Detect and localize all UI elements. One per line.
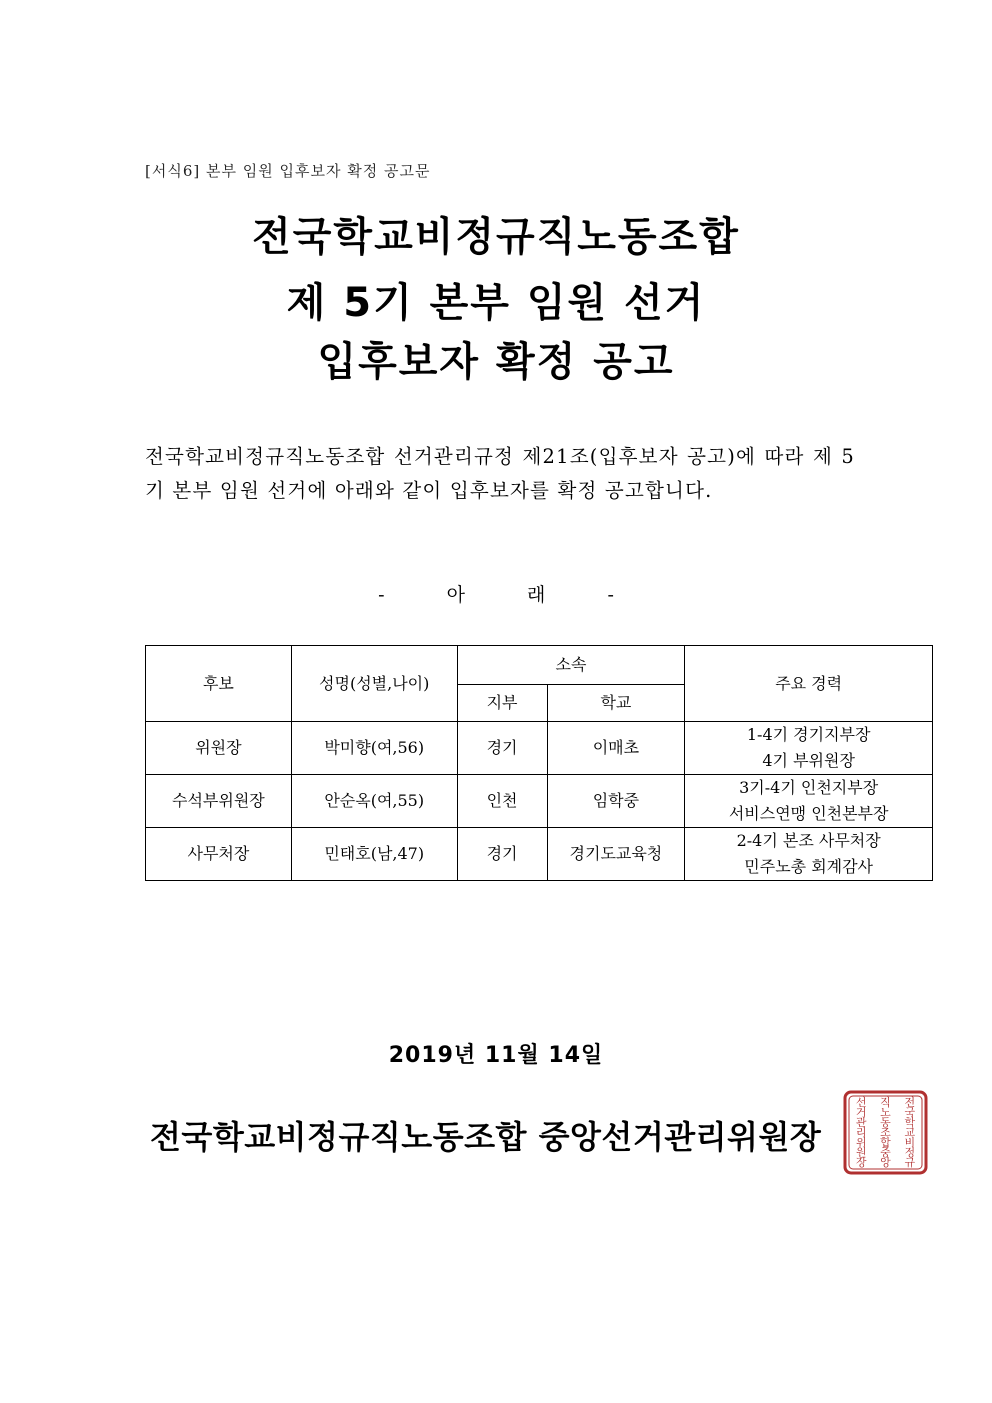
cell-branch: 경기 <box>457 722 547 775</box>
seal-glyph: 동 <box>880 1116 891 1129</box>
header-candidate: 후보 <box>146 646 292 722</box>
career-line: 1-4기 경기지부장 <box>746 725 871 744</box>
cell-name: 민태호(남,47) <box>291 828 457 881</box>
seal-glyph: 거 <box>855 1106 867 1119</box>
seal-glyph: 합 <box>880 1136 891 1149</box>
seal-glyph: 리 <box>855 1126 867 1139</box>
career-line: 서비스연맹 인천본부장 <box>728 804 889 823</box>
header-name: 성명(성별,나이) <box>291 646 457 722</box>
cell-branch: 경기 <box>457 828 547 881</box>
seal-glyph: 비 <box>904 1136 916 1149</box>
cell-school: 임학중 <box>547 775 685 828</box>
seal-glyph: 학 <box>904 1116 916 1129</box>
issuer-name: 전국학교비정규직노동조합 중앙선거관리위원장 <box>150 1118 822 1156</box>
below-dash-left: - <box>378 584 385 606</box>
career-line: 4기 부위원장 <box>762 751 855 770</box>
seal-glyph: 조 <box>880 1126 891 1139</box>
seal-glyph: 규 <box>904 1156 916 1169</box>
seal-glyph: 앙 <box>880 1156 891 1169</box>
cell-position: 위원장 <box>146 722 292 775</box>
cell-school: 이매초 <box>547 722 685 775</box>
table-row <box>146 722 933 775</box>
seal-glyph: 국 <box>904 1106 916 1119</box>
form-label: [서식6] 본부 임원 입후보자 확정 공고문 <box>145 162 431 180</box>
header-school: 학교 <box>547 685 685 722</box>
table-row <box>146 775 933 828</box>
cell-career <box>685 775 933 828</box>
header-branch: 지부 <box>457 685 547 722</box>
career-line: 3기-4기 인천지부장 <box>739 778 879 797</box>
cell-career <box>685 828 933 881</box>
seal-glyph: 전 <box>904 1096 916 1109</box>
title-line-2: 제 5기 본부 임원 선거 <box>286 280 706 326</box>
seal-glyph: 중 <box>880 1146 891 1159</box>
seal-glyph: 장 <box>855 1156 867 1169</box>
intro-paragraph: 전국학교비정규직노동조합 선거관리규정 제21조(입후보자 공고)에 따라 제 5기 본부 임원 선거에 아래와 같이 입후보자를 확정 공고합니다. <box>145 445 855 502</box>
below-char-rae: 래 <box>527 584 546 606</box>
career-line: 민주노총 회계감사 <box>744 857 874 876</box>
career-line: 2-4기 본조 사무처장 <box>736 831 881 850</box>
cell-position: 수석부위원장 <box>146 775 292 828</box>
cell-position: 사무처장 <box>146 828 292 881</box>
seal-glyph: 위 <box>855 1136 867 1149</box>
cell-name: 안순옥(여,55) <box>291 775 457 828</box>
table-row <box>146 828 933 881</box>
seal-stamp-icon <box>843 1090 928 1175</box>
below-dash-right: - <box>607 584 614 606</box>
title-line-1: 전국학교비정규직노동조합 <box>252 214 740 260</box>
cell-career <box>685 722 933 775</box>
seal-glyph: 원 <box>855 1146 867 1159</box>
candidate-table <box>145 645 933 881</box>
cell-school: 경기도교육청 <box>547 828 685 881</box>
title-line-3: 입후보자 확정 공고 <box>317 339 675 385</box>
announcement-date: 2019년 11월 14일 <box>388 1043 604 1068</box>
below-char-a: 아 <box>446 584 465 606</box>
header-career: 주요 경력 <box>685 646 933 722</box>
seal-glyph: 교 <box>904 1126 916 1139</box>
cell-branch: 인천 <box>457 775 547 828</box>
seal-glyph: 정 <box>904 1146 916 1159</box>
seal-glyph: 노 <box>880 1106 891 1119</box>
seal-glyph: 관 <box>855 1116 867 1129</box>
seal-glyph: 직 <box>880 1096 891 1109</box>
cell-name: 박미향(여,56) <box>291 722 457 775</box>
below-marker <box>0 580 992 607</box>
header-affiliation: 소속 <box>457 646 685 685</box>
seal-glyph: 선 <box>855 1096 867 1109</box>
